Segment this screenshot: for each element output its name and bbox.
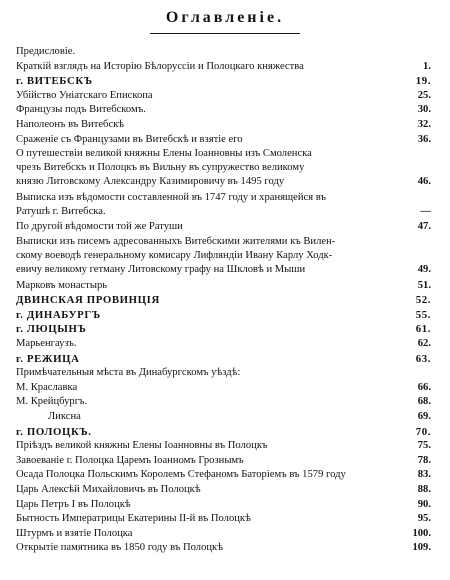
toc-entry bbox=[16, 512, 431, 526]
toc-entry-text: г. ПОЛОЦКЪ. bbox=[16, 425, 92, 438]
toc-page-number: — bbox=[420, 206, 431, 217]
toc-page-number: 90. bbox=[417, 498, 431, 510]
toc-page-number: 61. bbox=[415, 323, 431, 336]
toc-page-number: 51. bbox=[417, 279, 431, 291]
toc-entry-text: Выписки изъ писемъ адресованныхъ Витебскими жителями къ Вилен- bbox=[16, 235, 336, 247]
toc-entry-text: Убійство Уніатскаго Епископа bbox=[16, 89, 153, 101]
toc-entry-text: Примѣчательныя мѣста въ Динабургскомъ уѣздѣ: bbox=[16, 367, 241, 379]
toc-page-number: 100. bbox=[412, 527, 431, 539]
toc-entry bbox=[16, 468, 431, 482]
page-title: Оглавленіе. bbox=[165, 9, 285, 26]
toc-entry bbox=[16, 454, 431, 468]
toc-entry-text: М. Крейцбургъ. bbox=[16, 396, 88, 408]
toc-entry-text: Марковъ монастырь bbox=[16, 279, 108, 291]
toc-entry bbox=[48, 410, 431, 424]
toc-page-number: 78. bbox=[417, 454, 431, 466]
toc-page-number: 70. bbox=[415, 425, 431, 438]
toc-entry-text: Марьенгаузъ. bbox=[16, 338, 77, 349]
toc-page-number: 32. bbox=[417, 119, 431, 130]
toc-entry-text: г. РЕЖИЦА bbox=[16, 352, 80, 365]
toc-entry-text: Открытіе памятника въ 1850 году въ Полоцкѣ bbox=[16, 542, 223, 554]
toc-entry bbox=[16, 45, 431, 59]
toc-page-number: 47. bbox=[417, 221, 431, 233]
toc-page-number: 68. bbox=[417, 396, 431, 408]
toc-entry-text: Предисловіе. bbox=[16, 46, 76, 57]
toc-entry-text: Краткій взглядъ на Исторію Бѣлоруссіи и Полоцкаго княжества bbox=[16, 60, 304, 72]
title-underline bbox=[150, 33, 300, 34]
toc-entry bbox=[16, 527, 431, 541]
toc-entry-text: Французы подъ Витебскомъ. bbox=[16, 104, 146, 116]
toc-page-number: 36. bbox=[417, 133, 431, 145]
toc-entry bbox=[16, 337, 431, 351]
toc-page-number: 55. bbox=[415, 308, 431, 321]
toc-page-number: 95. bbox=[417, 513, 431, 525]
toc-entry bbox=[16, 60, 431, 74]
toc-entry bbox=[16, 279, 431, 293]
toc-entry bbox=[16, 439, 431, 453]
toc-entry bbox=[16, 74, 431, 88]
toc-entry bbox=[16, 366, 431, 380]
toc-entry-text: О путешествіи великой княжны Елены Іоанновны изъ Смоленска bbox=[16, 148, 312, 160]
toc-page-number: 63. bbox=[415, 352, 431, 365]
toc-page-number: 25. bbox=[417, 89, 431, 101]
toc-entry-text: Штурмъ и взятіе Полоцка bbox=[16, 527, 133, 539]
toc-page-number: 49. bbox=[417, 263, 431, 275]
toc-entry bbox=[16, 352, 431, 366]
toc-entry-text: скому воеводѣ генеральному комисару Лифляндіи Ивану Карлу Ходк- bbox=[16, 249, 333, 261]
toc-page-number: 88. bbox=[417, 484, 431, 495]
toc-entry-text: г. ЛЮЦЫНЪ bbox=[16, 323, 87, 336]
toc-entry bbox=[16, 483, 431, 497]
toc-entry-text: М. Краславка bbox=[16, 381, 78, 393]
toc-entry bbox=[16, 381, 431, 395]
toc-entry-text: Завоеваніе г. Полоцка Царемъ Іоанномъ Грознымъ bbox=[16, 454, 244, 466]
toc-page-number: 19. bbox=[415, 75, 431, 88]
toc-page-number: 46. bbox=[417, 176, 431, 188]
toc-page-number: 30. bbox=[417, 104, 431, 116]
toc-entry bbox=[16, 308, 431, 322]
toc-entry-text: чрезъ Витебскъ и Полоцкъ въ Вильну въ супружество великому bbox=[16, 162, 305, 174]
toc-entry-text: евичу великому гетману Литовскому графу на Шкловѣ и Мыши bbox=[16, 263, 306, 275]
toc-entry bbox=[16, 133, 431, 147]
toc-entry bbox=[16, 498, 431, 512]
toc-page-number: 83. bbox=[417, 469, 431, 481]
toc-entry-text: г. ВИТЕБСКЪ bbox=[16, 75, 93, 88]
toc-entry-text: Ратушѣ г. Витебска. bbox=[16, 206, 106, 217]
toc-page-number: 69. bbox=[417, 411, 431, 422]
toc-entry bbox=[16, 293, 431, 307]
toc-page-number: 62. bbox=[417, 338, 431, 349]
toc-entry-text: Царь Алексѣй Михайловичъ въ Полоцкѣ bbox=[16, 484, 201, 495]
toc-entry bbox=[16, 425, 431, 439]
toc-entry bbox=[16, 103, 431, 117]
toc-page-number: 109. bbox=[412, 542, 431, 554]
toc-page-number: 1. bbox=[423, 60, 431, 72]
toc-entry-text: Выписка изъ вѣдомости составленной въ 1747 году и хранящейся въ bbox=[16, 192, 326, 203]
toc-page-number: 52. bbox=[415, 294, 431, 307]
toc-entry-text: г. ДИНАБУРГЪ bbox=[16, 308, 101, 321]
toc-entry-text: Царь Петръ I въ Полоцкѣ bbox=[16, 498, 131, 510]
toc-entry bbox=[16, 118, 431, 132]
toc-entry-text: По другой вѣдомости той же Ратуши bbox=[16, 221, 183, 233]
toc-entry-text: ДВИНСКАЯ ПРОВИНЦІЯ bbox=[16, 294, 160, 307]
toc-entry bbox=[16, 147, 431, 189]
toc-entry-text: Бытность Императрицы Екатерины II-й въ Полоцкѣ bbox=[16, 513, 251, 525]
toc-entry bbox=[16, 322, 431, 336]
toc-entry-text: Осада Полоцка Польскимъ Королемъ Стефаномъ Баторіемъ въ 1579 году bbox=[16, 469, 346, 481]
toc-entry bbox=[16, 89, 431, 103]
toc-entry-text: князю Литовскому Александру Казимировичу въ 1495 году bbox=[16, 176, 285, 188]
toc-entry bbox=[16, 541, 431, 555]
toc-entry bbox=[16, 235, 431, 277]
toc-entry-text: Пріѣздъ великой княжны Елены Іоанновны въ Полоцкъ bbox=[16, 440, 268, 452]
toc-entry-text: Наполеонъ въ Витебскѣ bbox=[16, 119, 125, 130]
toc-page-number: 75. bbox=[417, 440, 431, 452]
toc-entry-text: Сраженіе съ Французами въ Витебскѣ и взятіе его bbox=[16, 133, 243, 145]
toc-entry bbox=[16, 220, 431, 234]
toc-page-number: 66. bbox=[417, 381, 431, 393]
toc-entry bbox=[16, 395, 431, 409]
toc-entry-text: Ликсна bbox=[48, 411, 81, 422]
toc-entry bbox=[16, 191, 431, 219]
